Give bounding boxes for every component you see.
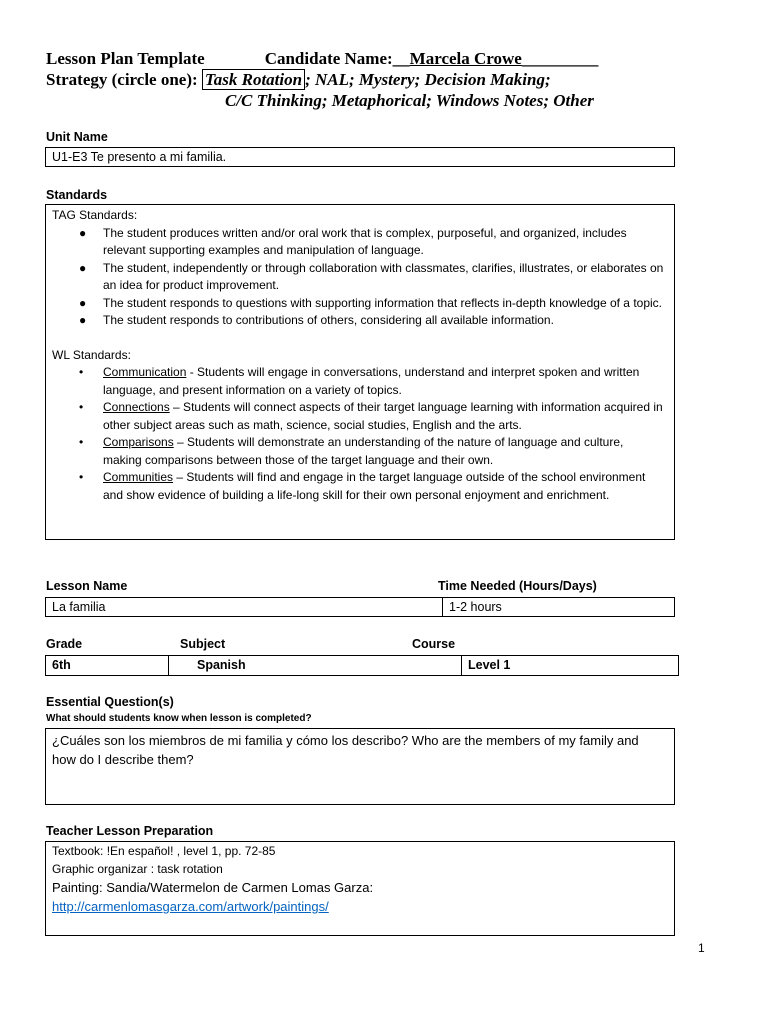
subject-field: Spanish bbox=[168, 656, 461, 675]
candidate-label: Candidate Name:__ bbox=[264, 49, 410, 68]
list-item: ● The student produces written and/or oral work that is complex, purposeful, and organized, includes relevant supporting examples and manipulation of language. bbox=[79, 225, 627, 257]
grade-label: Grade bbox=[46, 637, 83, 651]
lesson-name-field: La familia bbox=[52, 600, 106, 614]
wl-standards-list bbox=[52, 364, 664, 504]
time-needed-label: Time Needed (Hours/Days) bbox=[438, 579, 597, 593]
essential-question-sublabel: What should students know when lesson is completed? bbox=[46, 713, 312, 724]
list-item: • Connections – Students will connect aspects of their target language learning with information acquired in other subject areas such as math, science, social studies, English and the arts. bbox=[79, 400, 663, 432]
header-line-1 bbox=[46, 49, 598, 69]
subject-label: Subject bbox=[180, 637, 226, 651]
bullet-icon: ● bbox=[79, 225, 87, 240]
list-item: ● The student, independently or through collaboration with classmates, clarifies, illustrates, or elaborates on an idea for product improvement. bbox=[79, 260, 664, 292]
list-item: • Communication - Students will engage in conversations, understand and interpret spoken and written language, and present information on a variety of topics. bbox=[79, 365, 640, 397]
time-needed-field: 1-2 hours bbox=[442, 598, 674, 616]
bullet-icon: • bbox=[79, 400, 84, 414]
unit-name-field: U1-E3 Te presento a mi familia. bbox=[45, 147, 675, 167]
course-info-row bbox=[45, 655, 679, 676]
strategy-circled-option: Task Rotation bbox=[202, 69, 305, 90]
list-item: • Communities – Students will find and engage in the target language outside of the school environment and show evidence of building a life-long skill for their own personal enjoyment and enrichment. bbox=[79, 470, 646, 502]
essential-question-label: Essential Question(s) bbox=[46, 695, 174, 709]
teacher-prep-label: Teacher Lesson Preparation bbox=[46, 824, 214, 838]
tag-standards-heading: TAG Standards: bbox=[52, 208, 138, 222]
course-label: Course bbox=[412, 637, 456, 651]
candidate-trail: _________ bbox=[521, 49, 599, 68]
strategy-line-2: C/C Thinking; Metaphorical; Windows Notes; Other bbox=[225, 91, 594, 110]
lesson-row bbox=[45, 597, 675, 617]
grade-field: 6th bbox=[52, 658, 71, 672]
strategy-options-rest: ; NAL; Mystery; Decision Making; bbox=[305, 70, 551, 89]
candidate-name: Marcela Crowe bbox=[409, 49, 522, 68]
essential-question-field: ¿Cuáles son los miembros de mi familia y cómo los describo? Who are the members of my family and how do I describe them? bbox=[45, 728, 675, 805]
teacher-prep-box bbox=[45, 841, 675, 936]
bullet-icon: • bbox=[79, 435, 84, 449]
page-title: Lesson Plan Template bbox=[46, 49, 205, 68]
unit-name-label: Unit Name bbox=[46, 130, 108, 144]
bullet-icon: • bbox=[79, 470, 84, 484]
lesson-name-label: Lesson Name bbox=[46, 579, 128, 593]
standards-box bbox=[45, 204, 675, 540]
bullet-icon: ● bbox=[79, 295, 87, 310]
standards-label: Standards bbox=[46, 188, 108, 202]
page-number: 1 bbox=[698, 941, 705, 955]
bullet-icon: • bbox=[79, 365, 84, 379]
bullet-icon: ● bbox=[79, 260, 87, 275]
list-item: ● The student responds to questions with supporting information that reflects in-depth knowledge of a topic. bbox=[52, 295, 664, 313]
strategy-line-1 bbox=[46, 70, 551, 90]
prep-line-textbook: Textbook: !En español! , level 1, pp. 72-85 bbox=[52, 844, 276, 858]
painting-link[interactable]: http://carmenlomasgarza.com/artwork/paintings/ bbox=[52, 899, 329, 914]
prep-line-painting: Painting: Sandia/Watermelon de Carmen Lomas Garza: bbox=[52, 880, 374, 895]
strategy-label: Strategy (circle one): bbox=[46, 70, 198, 89]
course-field: Level 1 bbox=[461, 656, 678, 675]
list-item: ● The student responds to contributions of others, considering all available information. bbox=[52, 312, 664, 330]
wl-standards-heading: WL Standards: bbox=[52, 347, 131, 362]
prep-line-organizer: Graphic organizar : task rotation bbox=[52, 861, 223, 876]
list-item: • Comparisons – Students will demonstrate an understanding of the nature of language and culture, making comparisons between those of the target language and their own. bbox=[79, 435, 624, 467]
bullet-icon: ● bbox=[79, 313, 87, 327]
tag-standards-list bbox=[52, 225, 664, 330]
